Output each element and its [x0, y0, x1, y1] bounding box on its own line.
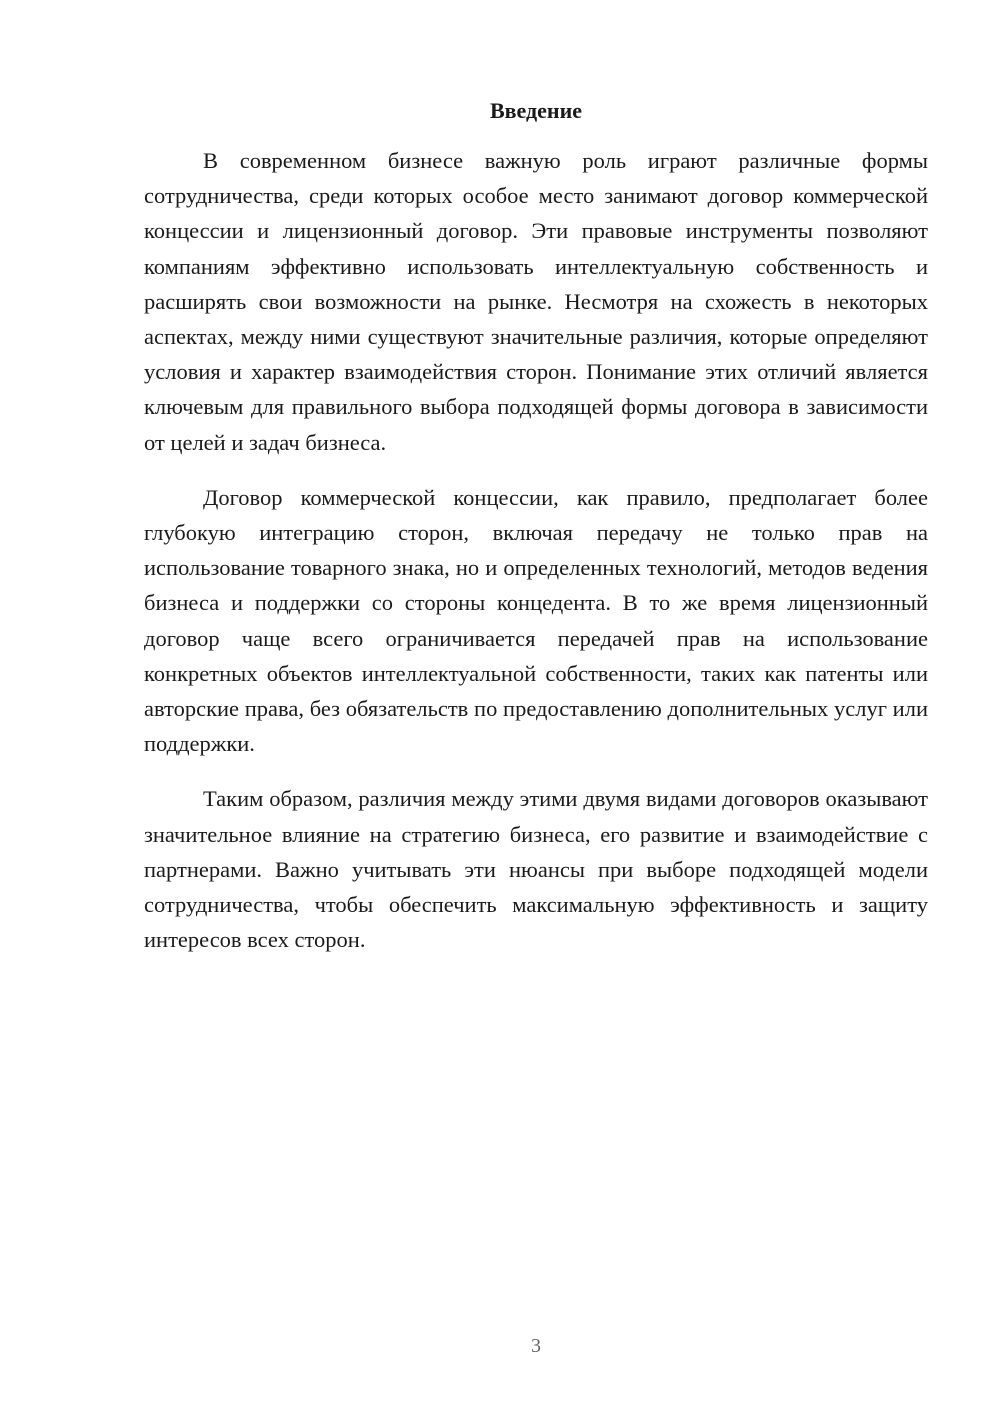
section-title: Введение — [489, 98, 583, 123]
paragraph-3: Таким образом, различия между этими двумя видами договоров оказывают значительное влияние на стратегию бизнеса, его развитие и взаимодействие с партнерами. Важно учитывать эти нюансы при выборе подходящей модели сотрудничества, чтобы обеспечить максимальную эффективность и защиту интересов всех сторон. — [144, 786, 928, 953]
paragraph-1: В современном бизнесе важную роль играют различные формы сотрудничества, среди которых особое место занимают договор коммерческой концессии и лицензионный договор. Эти правовые инструменты позволяют компаниям эффективно использовать интеллектуальную собственность и расширять свои возможности на рынке. Несмотря на схожесть в некоторых аспектах, между ними существуют значительные различия, которые определяют условия и характер взаимодействия сторон. Понимание этих отличий является ключевым для правильного выбора подходящей формы договора в зависимости от целей и задач бизнеса. — [144, 148, 928, 455]
page-number: 3 — [531, 1335, 541, 1357]
document-body — [144, 143, 928, 977]
paragraph-2: Договор коммерческой концессии, как правило, предполагает более глубокую интеграцию сторон, включая передачу не только прав на использование товарного знака, но и определенных технологий, методов ведения бизнеса и поддержки со стороны концедента. В то же время лицензионный договор чаще всего ограничивается передачей прав на использование конкретных объектов интеллектуальной собственности, таких как патенты или авторские права, без обязательств по предоставлению дополнительных услуг или поддержки. — [144, 484, 928, 757]
